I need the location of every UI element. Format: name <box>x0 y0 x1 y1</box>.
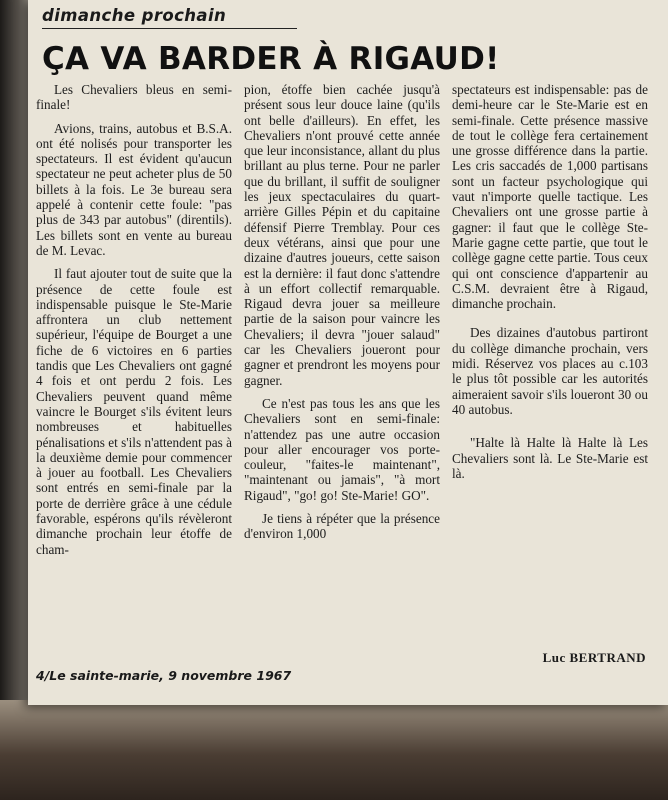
paragraph: Ce n'est pas tous les ans que les Chevaliers sont en semi-finale: n'attendez pas une autre occasion pour aller encourager vos porte-couleur, "faites-le maintenant", "maintenant ou jamais", "à mort Rigaud", "go! go! Ste-Marie! GO". <box>244 395 440 503</box>
background-table <box>0 700 668 800</box>
column-1 <box>36 82 232 565</box>
column-2 <box>244 82 440 550</box>
paragraph: spectateurs est indispensable: pas de demi-heure car le Ste-Marie est en semi-finale. Cette présence massive de tout le collège fera certainement une grosse différence dans la partie. Les cris saccadés de 1,000 partisans sont un facteur psychologique qui vaut n'importe quelle tactique. Les Chevaliers ont une grosse partie à gagner: il faut que le collège Ste-Marie gagne cette partie, que tout le collège gagne cette partie. Tous ceux qui ont conscience d'appartenir au C.S.M. devraient être à Rigaud, dimanche prochain. <box>452 82 648 312</box>
paragraph: Avions, trains, autobus et B.S.A. ont été nolisés pour transporter les spectateurs. Il est évident qu'aucun spectateur ne peut acheter plus de 50 billets à la fois. Le 3e bureau sera appelé à contenir cette foule: "pas plus de 343 par autobus" (direntils). Les billets sont en vente au bureau de M. Levac. <box>36 120 232 258</box>
page-footer: 4/Le sainte-marie, 9 novembre 1967 <box>36 668 292 683</box>
byline: Luc BERTRAND <box>542 650 646 665</box>
paragraph: Il faut ajouter tout de suite que la présence de cette foule est indispensable puisque le Ste-Marie affrontera un club nettement supérieur, l'équipe de Bourget a une fiche de 6 victoires en 6 parties tandis que Les Chevaliers ont gagné 4 fois et ont perdu 2 fois. Les Chevaliers peuvent quand même vaincre le Bourget s'ils évitent leurs nombreuses et habituelles pénalisations et s'ils n'attendent pas à la deuxième demie pour commencer à jouer au football. Les Chevaliers sont entrés en semi-finale par la porte de derrière grâce à une cédule favorable, espérons qu'ils révèleront dimanche prochain leur étoffe de cham- <box>36 266 232 557</box>
column-3 <box>452 82 648 489</box>
kicker: dimanche prochain <box>42 6 227 25</box>
headline: ÇA VA BARDER À RIGAUD! <box>42 41 500 77</box>
paragraph: Les Chevaliers bleus en semi-finale! <box>36 82 232 113</box>
paragraph: Des dizaines d'autobus partiront du collège dimanche prochain, vers midi. Réservez vos places au c.103 le plus tôt possible car les autorités aimeraient savoir s'ils loueront 30 ou 40 autobus. <box>452 325 648 417</box>
paragraph: pion, étoffe bien cachée jusqu'à présent sous leur douce laine (qu'ils ont belle d'ailleurs). En effet, les Chevaliers n'ont prouvé cette année que leur inconsistance, allant du plus brillant au plus terne. Pour ne parler que du brillant, il suffit de souligner les jeux spectaculaires du quart-arrière Gilles Pépin et du capitaine défensif Pierre Tremblay. Pour ces deux vétérans, ainsi que pour une dizaine d'autres joueurs, cette saison est la dernière: il faut donc s'attendre à un effort collectif remarquable. Rigaud devra jouer sa meilleure partie de la saison pour vaincre les Chevaliers; il devra "jouer salaud" car les Chevaliers joueront pour gagner et prendront les moyens pour gagner. <box>244 82 440 388</box>
cheer-quote: "Halte là Halte là Halte là Les Chevaliers sont là. Le Ste-Marie est là. <box>452 435 648 481</box>
newspaper-clipping <box>28 0 668 705</box>
kicker-rule <box>42 6 297 29</box>
paragraph: Je tiens à répéter que la présence d'environ 1,000 <box>244 511 440 542</box>
